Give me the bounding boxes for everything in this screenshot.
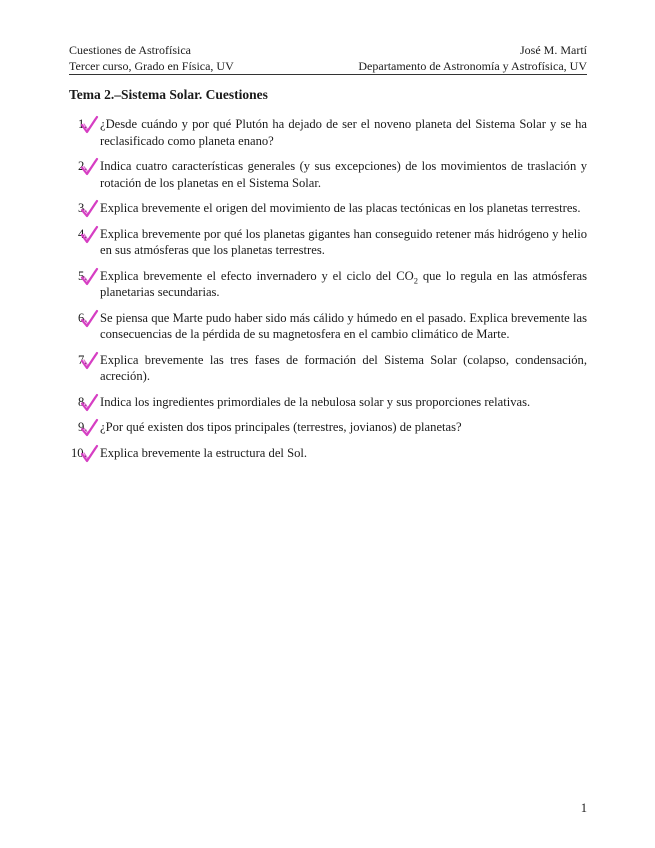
question-number: 6. [78, 310, 88, 325]
co2-subscript: 2 [413, 275, 418, 286]
question-number: 1. [78, 117, 88, 131]
question-item [69, 116, 587, 149]
question-text: Explica brevemente la estructura del Sol. [100, 445, 308, 460]
question-text: Indica los ingredientes primordiales de la nebulosa solar y sus proporciones relativas. [100, 394, 531, 409]
question-text-part: Explica brevemente el efecto invernadero y el ciclo del CO [100, 268, 414, 283]
question-item [69, 200, 587, 217]
department-name: Departamento de Astronomía y Astrofísica, UV [358, 59, 587, 73]
checkmark-annotation-icon [81, 418, 99, 437]
checkmark-annotation-icon [81, 309, 99, 328]
checkmark-annotation-icon [81, 225, 99, 244]
question-text: ¿Desde cuándo y por qué Plutón ha dejado de ser el noveno planeta del Sistema Solar y se ha reclasificado como planeta enano? [100, 117, 587, 148]
question-item [69, 445, 587, 462]
question-text [100, 269, 587, 300]
question-item [69, 268, 587, 301]
checkmark-annotation-icon [81, 199, 99, 218]
question-number: 4. [78, 226, 88, 241]
page-title: Tema 2.–Sistema Solar. Cuestiones [69, 87, 268, 102]
header-rule [69, 74, 587, 75]
checkmark-annotation-icon [81, 351, 99, 370]
course-name: Cuestiones de Astrofísica [69, 43, 191, 57]
question-item [69, 394, 587, 411]
checkmark-annotation-icon [81, 267, 99, 286]
page-number: 1 [580, 801, 587, 815]
checkmark-annotation-icon [81, 157, 99, 176]
question-item [69, 352, 587, 385]
question-number: 2. [78, 159, 88, 173]
author-name: José M. Martí [520, 43, 587, 57]
question-list [69, 116, 587, 470]
question-number: 10. [71, 445, 87, 460]
question-number: 8. [78, 394, 88, 409]
checkmark-annotation-icon [81, 444, 99, 463]
question-text: Explica brevemente las tres fases de formación del Sistema Solar (colapso, condensación, acreción). [100, 352, 587, 383]
page-header [69, 42, 587, 74]
question-number: 5. [78, 268, 88, 283]
question-text: Se piensa que Marte pudo haber sido más cálido y húmedo en el pasado. Explica brevemente las consecuencias de la pérdida de su magnetosfera en el cambio climático de Marte. [100, 310, 587, 341]
question-number: 7. [78, 352, 88, 367]
checkmark-annotation-icon [81, 393, 99, 412]
question-text: Indica cuatro características generales (y sus excepciones) de los movimientos de traslación y rotación de los planetas en el Sistema Solar. [100, 159, 587, 190]
question-number: 3. [78, 201, 88, 215]
question-text: ¿Por qué existen dos tipos principales (terrestres, jovianos) de planetas? [100, 420, 462, 434]
question-number: 9. [78, 420, 88, 434]
question-text: Explica brevemente por qué los planetas gigantes han conseguido retener más hidrógeno y helio en sus atmósferas que los planetas terrestres. [100, 226, 587, 257]
checkmark-annotation-icon [81, 115, 99, 134]
question-item [69, 310, 587, 343]
course-year: Tercer curso, Grado en Física, UV [69, 59, 234, 73]
question-item [69, 158, 587, 191]
question-text: Explica brevemente el origen del movimiento de las placas tectónicas en los planetas terrestres. [100, 201, 581, 215]
question-text-part: que lo regula en las atmósferas planetarias secundarias. [100, 268, 588, 299]
question-item [69, 226, 587, 259]
question-item [69, 419, 587, 436]
